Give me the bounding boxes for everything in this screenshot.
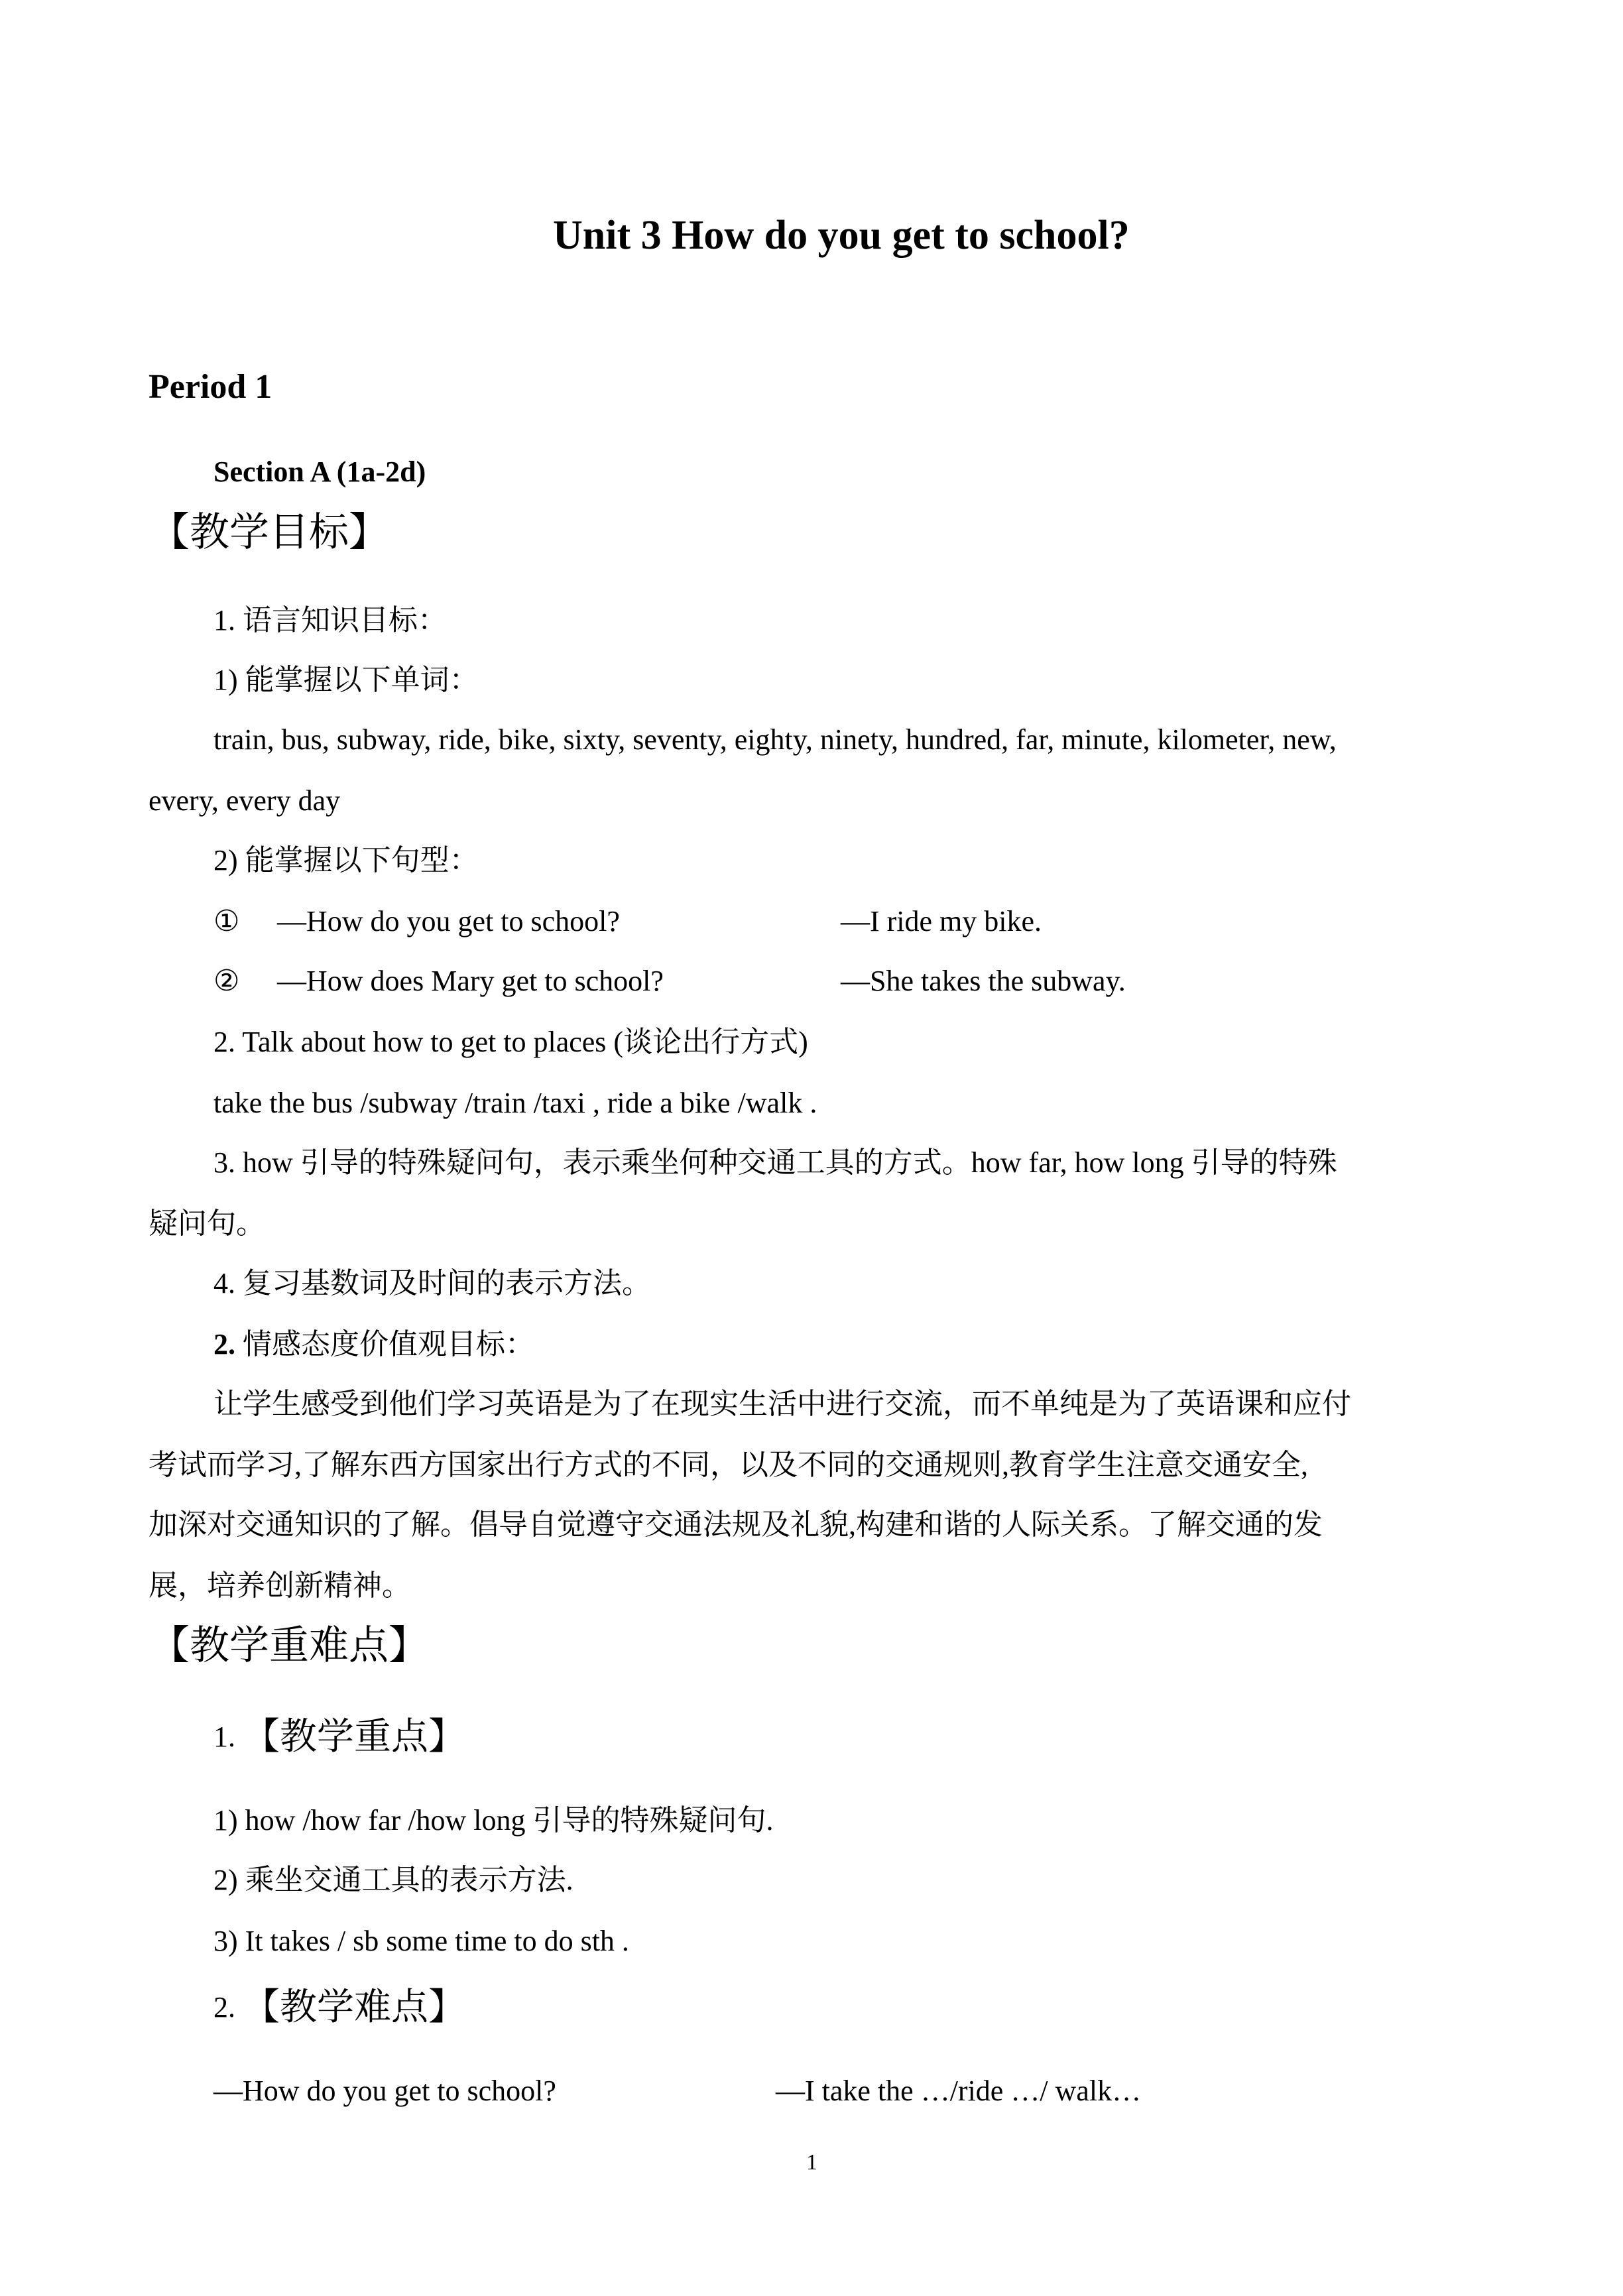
emotion-goal-number: 2.	[213, 1328, 235, 1360]
keypoints-heading: 【教学重难点】	[150, 1624, 428, 1667]
focus-number: 1.	[213, 1721, 235, 1753]
objectives-heading: 【教学目标】	[150, 511, 389, 554]
sentence-question: —How does Mary get to school?	[277, 965, 664, 997]
sentence-answer: —I ride my bike.	[841, 905, 1042, 937]
emotion-paragraph-line: 让学生感受到他们学习英语是为了在现实生活中进行交流，而不单纯是为了英语课和应付	[213, 1388, 1351, 1420]
words-line-2: every, every day	[149, 784, 341, 817]
difficulty-label: 【教学难点】	[243, 1987, 465, 2028]
focus-item: 1) how /how far /how long 引导的特殊疑问句.	[213, 1804, 774, 1837]
emotion-paragraph-line: 加深对交通知识的了解。倡导自觉遵守交通法规及礼貌,构建和谐的人际关系。了解交通的发	[149, 1508, 1323, 1541]
difficulty-heading	[213, 1981, 465, 2029]
period-heading: Period 1	[149, 368, 272, 406]
emotion-goal	[213, 1325, 534, 1364]
difficulty-number: 2.	[213, 1991, 235, 2024]
transport-examples: take the bus /subway /train /taxi , ride a bike /walk .	[213, 1087, 817, 1119]
focus-label: 【教学重点】	[243, 1717, 465, 1758]
language-goal-label: 1. 语言知识目标：	[213, 604, 447, 636]
difficulty-answer: —I take the …/ride …/ walk…	[776, 2075, 1142, 2107]
objective-item-3-line-1: 3. how 引导的特殊疑问句，表示乘坐何种交通工具的方式。how far, how long 引导的特殊	[213, 1146, 1337, 1179]
words-line-1: train, bus, subway, ride, bike, sixty, seventy, eighty, ninety, hundred, far, minute, kilometer, new,	[213, 723, 1337, 756]
emotion-paragraph-line: 展，培养创新精神。	[149, 1569, 411, 1602]
words-label: 1) 能掌握以下单词：	[213, 664, 479, 696]
sentence-number: ②	[213, 965, 240, 997]
page-number: 1	[806, 2150, 817, 2175]
objective-item-4: 4. 复习基数词及时间的表示方法。	[213, 1267, 651, 1299]
document-title: Unit 3 How do you get to school?	[553, 213, 1130, 258]
focus-item: 2) 乘坐交通工具的表示方法.	[213, 1864, 573, 1896]
sentences-label: 2) 能掌握以下句型：	[213, 844, 479, 876]
sentence-answer: —She takes the subway.	[841, 965, 1126, 997]
focus-heading	[213, 1711, 465, 1758]
emotion-paragraph-line: 考试而学习,了解东西方国家出行方式的不同，以及不同的交通规则,教育学生注意交通安全,	[149, 1449, 1308, 1481]
objective-item-2: 2. Talk about how to get to places (谈论出行方式)	[213, 1026, 808, 1058]
focus-item: 3) It takes / sb some time to do sth .	[213, 1925, 629, 1957]
sentence-question: —How do you get to school?	[277, 905, 620, 937]
emotion-goal-label: 情感态度价值观目标：	[243, 1328, 534, 1360]
section-heading: Section A (1a-2d)	[213, 455, 426, 488]
sentence-number: ①	[213, 905, 240, 937]
difficulty-question: —How do you get to school?	[213, 2075, 556, 2107]
objective-item-3-line-2: 疑问句。	[149, 1207, 265, 1240]
